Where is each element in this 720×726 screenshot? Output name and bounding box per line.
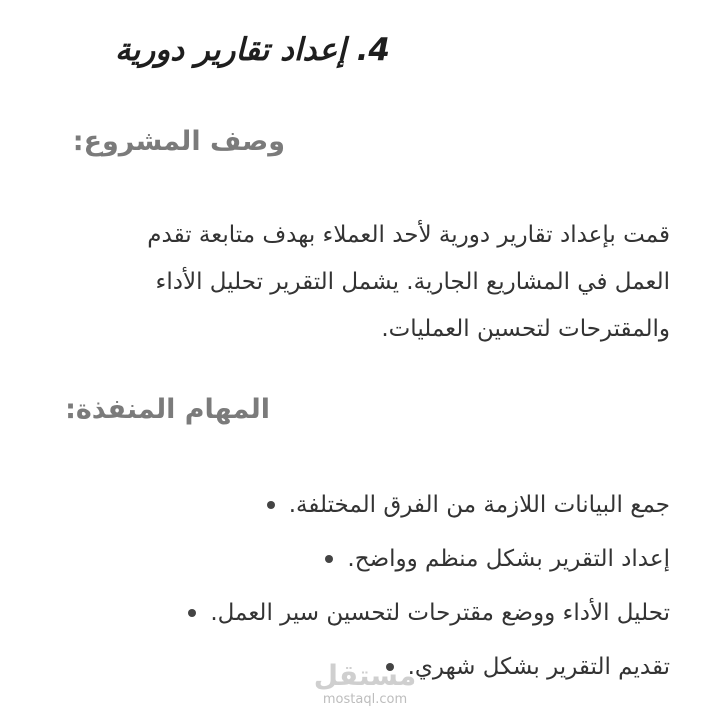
task-text: إعداد التقرير بشكل منظم وواضح. (347, 546, 670, 572)
list-item (188, 532, 670, 586)
mostaql-watermark (300, 660, 430, 708)
task-text: جمع البيانات اللازمة من الفرق المختلفة. (288, 492, 670, 518)
watermark-url: mostaql.com (322, 692, 408, 707)
task-text: تقديم التقرير بشكل شهري. (407, 654, 670, 680)
page-title: 4. إعداد تقارير دورية (115, 32, 390, 68)
list-item (188, 586, 670, 640)
watermark-logo: مستقل (313, 659, 417, 692)
list-item (188, 478, 670, 532)
bullet-icon (188, 609, 196, 617)
bullet-icon (267, 501, 275, 509)
project-description-heading: وصف المشروع: (72, 126, 285, 157)
project-description-text: قمت بإعداد تقارير دورية لأحد العملاء بهدف متابعة تقدم العمل في المشاريع الجارية. يشمل التقرير تحليل الأداء والمقترحات لتحسين العمليات. (147, 222, 670, 342)
tasks-heading: المهام المنفذة: (65, 394, 270, 425)
task-text: تحليل الأداء ووضع مقترحات لتحسين سير العمل. (210, 600, 670, 626)
bullet-icon (325, 555, 333, 563)
